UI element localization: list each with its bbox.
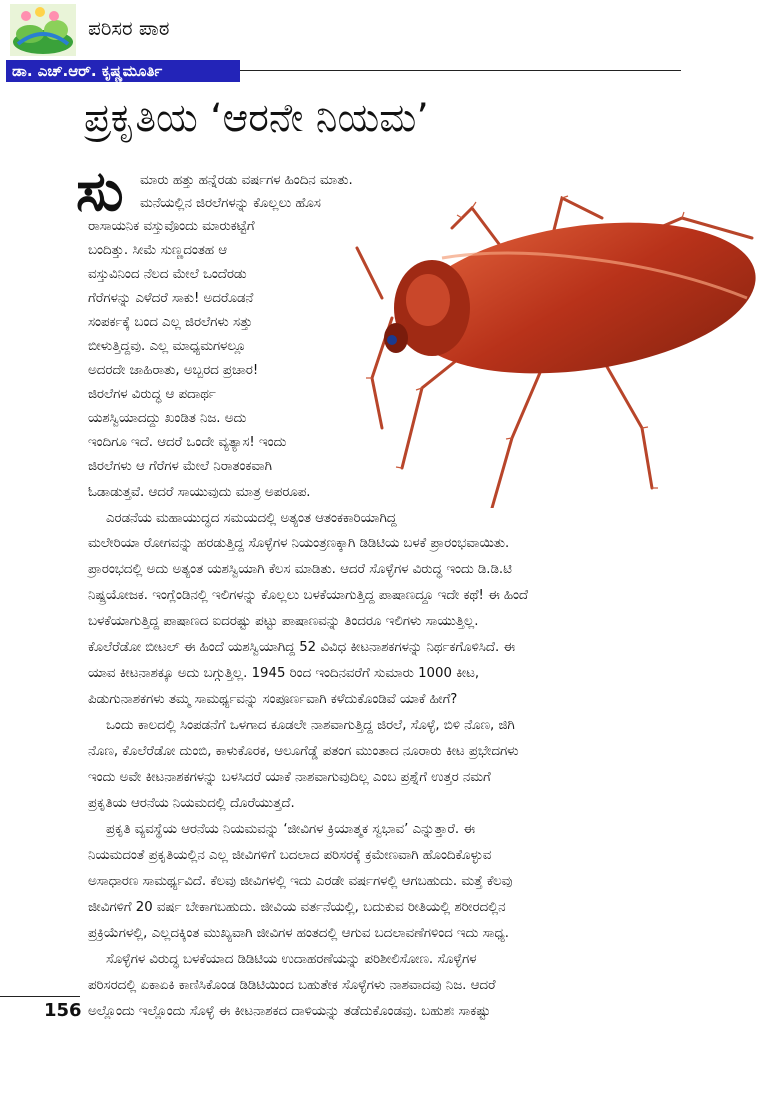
- body-line: ಮನೆಯಲ್ಲಿನ ಜಿರಲೆಗಳನ್ನು ಕೊಲ್ಲಲು ಹೊಸ: [140, 196, 321, 211]
- footer-divider: [0, 996, 80, 997]
- body-line: ಪ್ರಾರಂಭದಲ್ಲಿ ಅದು ಅತ್ಯಂತ ಯಶಸ್ವಿಯಾಗಿ ಕೆಲಸ ಮಾಡಿತು. ಆದರೆ ಸೊಳ್ಳೆಗಳ ವಿರುದ್ಧ ಇಂದು ಡಿ.ಡಿ.ಟಿ: [88, 562, 512, 577]
- body-line: ಜಿರಲೆಗಳ ವಿರುದ್ಧ ಆ ಪದಾರ್ಥ: [88, 387, 216, 402]
- body-line: ರಾಸಾಯನಿಕ ವಸ್ತುವೊಂದು ಮಾರುಕಟ್ಟೆಗೆ: [88, 219, 255, 234]
- article-title: ಪ್ರಕೃತಿಯ ‘ಆರನೇ ನಿಯಮ’: [84, 96, 429, 141]
- body-line: ಇಂದಿಗೂ ಇದೆ. ಆದರೆ ಒಂದೇ ವ್ಯತ್ಯಾಸ! ಇಂದು: [88, 435, 287, 450]
- body-line: ಯಶಸ್ವಿಯಾದದ್ದು ಖಂಡಿತ ನಿಜ. ಅದು: [88, 411, 247, 426]
- body-line: ಪರಿಸರದಲ್ಲಿ ಏಕಾಏಕಿ ಕಾಣಿಸಿಕೊಂಡ ಡಿಡಿಟಿಯಿಂದ ಬಹುತೇಕ ಸೊಳ್ಳೆಗಳು ನಾಶವಾದವು ನಿಜ. ಆದರೆ: [88, 978, 496, 993]
- nature-logo-icon: [10, 4, 76, 56]
- body-line: ವಸ್ತುವಿನಿಂದ ನೆಲದ ಮೇಲೆ ಒಂದೆರಡು: [88, 267, 247, 282]
- body-line: ಒಂದು ಕಾಲದಲ್ಲಿ ಸಿಂಪಡನೆಗೆ ಒಳಗಾದ ಕೂಡಲೇ ನಾಶವಾಗುತ್ತಿದ್ದ ಜಿರಲೆ, ಸೊಳ್ಳೆ, ಬಿಳಿ ನೊಣ, ಜಿಗಿ: [106, 718, 515, 733]
- body-line: ಜೀವಿಗಳಿಗೆ 20 ವರ್ಷ ಬೇಕಾಗಬಹುದು. ಜೀವಿಯ ವರ್ತನೆಯಲ್ಲಿ, ಬದುಕುವ ರೀತಿಯಲ್ಲಿ ಶರೀರದಲ್ಲಿನ: [88, 900, 506, 915]
- body-line: ಅಲ್ಲೊಂದು ಇಲ್ಲೊಂದು ಸೊಳ್ಳೆ ಈ ಕೀಟನಾಶಕದ ದಾಳಿಯನ್ನು ತಡೆದುಕೊಂಡವು. ಬಹುಶಃ ಸಾಕಷ್ಟು: [88, 1004, 491, 1019]
- body-line: ಸೊಳ್ಳೆಗಳ ವಿರುದ್ಧ ಬಳಕೆಯಾದ ಡಿಡಿಟಿಯ ಉದಾಹರಣೆಯನ್ನು ಪರಿಶೀಲಿಸೋಣ. ಸೊಳ್ಳೆಗಳ: [106, 952, 477, 967]
- section-label: ಪರಿಸರ ಪಾಠ: [88, 16, 170, 40]
- body-line: ಪ್ರಕೃತಿಯ ಆರನೆಯ ನಿಯಮದಲ್ಲಿ ದೊರೆಯುತ್ತದೆ.: [88, 796, 295, 811]
- author-name: ಡಾ. ಎಚ್.ಆರ್. ಕೃಷ್ಣಮೂರ್ತಿ: [6, 60, 240, 82]
- body-line: ಅಸಾಧಾರಣ ಸಾಮರ್ಥ್ಯವಿದೆ. ಕೆಲವು ಜೀವಿಗಳಲ್ಲಿ ಇದು ಎರಡೇ ವರ್ಷಗಳಲ್ಲಿ ಆಗಬಹುದು. ಮತ್ತೆ ಕೆಲವು: [88, 874, 513, 889]
- body-line: ಓಡಾಡುತ್ತವೆ. ಆದರೆ ಸಾಯುವುದು ಮಾತ್ರ ಅಪರೂಪ.: [88, 485, 311, 500]
- body-line: ಗೆರೆಗಳನ್ನು ಎಳೆದರೆ ಸಾಕು! ಅದರೊಡನೆ: [88, 291, 254, 306]
- body-line: ನಿಷ್ಪ್ರಯೋಜಕ. ಇಂಗ್ಲೆಂಡಿನಲ್ಲಿ ಇಲಿಗಳನ್ನು ಕೊಲ್ಲಲು ಬಳಕೆಯಾಗುತ್ತಿದ್ದ ಪಾಷಾಣದ್ದೂ ಇದೇ ಕಥೆ! ಈ ಹಿಂದೆ: [88, 588, 529, 603]
- body-line: ಯಾವ ಕೀಟನಾಶಕ್ಕೂ ಅದು ಬಗ್ಗುತ್ತಿಲ್ಲ. 1945 ರಿಂದ ಇಂದಿನವರೆಗೆ ಸುಮಾರು 1000 ಕೀಟ,: [88, 666, 480, 681]
- cockroach-illustration: [352, 188, 764, 508]
- body-line: ನೊಣ, ಕೊಲೆರೆಡೋ ದುಂಬಿ, ಕಾಳುಕೊರಕ, ಆಲೂಗೆಡ್ಡೆ ಪತಂಗ ಮುಂತಾದ ನೂರಾರು ಕೀಟ ಪ್ರಭೇದಗಳು: [88, 744, 519, 759]
- body-line: ಜಿರಲೆಗಳು ಆ ಗೆರೆಗಳ ಮೇಲೆ ನಿರಾತಂಕವಾಗಿ: [88, 459, 272, 474]
- body-line: ಪಿಡುಗುನಾಶಕಗಳು ತಮ್ಮ ಸಾಮರ್ಥ್ಯವನ್ನು ಸಂಪೂರ್ಣವಾಗಿ ಕಳೆದುಕೊಂಡಿವೆ ಯಾಕೆ ಹೀಗೆ?: [88, 692, 458, 707]
- body-line: ಬಂದಿತ್ತು. ಸೀಮೆ ಸುಣ್ಣದಂತಹ ಆ: [88, 243, 227, 258]
- body-line: ಪ್ರಕ್ರಿಯೆಗಳಲ್ಲಿ, ಎಲ್ಲದಕ್ಕಿಂತ ಮುಖ್ಯವಾಗಿ ಜೀವಿಗಳ ಹಂತದಲ್ಲಿ ಆಗುವ ಬದಲಾವಣೆಗಳಿಂದ ಇದು ಸಾಧ್ಯ.: [88, 926, 510, 941]
- body-line: ಪ್ರಕೃತಿ ವ್ಯವಸ್ಥೆಯ ಆರನೆಯ ನಿಯಮವನ್ನು ‘ಜೀವಿಗಳ ಕ್ರಿಯಾತ್ಮಕ ಸ್ವಭಾವ’ ಎನ್ನುತ್ತಾರೆ. ಈ: [106, 822, 475, 837]
- body-line: ಮಲೇರಿಯಾ ರೋಗವನ್ನು ಹರಡುತ್ತಿದ್ದ ಸೊಳ್ಳೆಗಳ ನಿಯಂತ್ರಣಕ್ಕಾಗಿ ಡಿಡಿಟಿಯ ಬಳಕೆ ಪ್ರಾರಂಭವಾಯಿತು.: [88, 536, 510, 551]
- body-line: ಬಳಕೆಯಾಗುತ್ತಿದ್ದ ಪಾಷಾಣದ ಐದರಷ್ಟು ಪಟ್ಟು ಪಾಷಾಣವನ್ನು ತಿಂದರೂ ಇಲಿಗಳು ಸಾಯುತ್ತಿಲ್ಲ.: [88, 614, 479, 629]
- body-line: ಇಂದು ಅವೇ ಕೀಟನಾಶಕಗಳನ್ನು ಬಳಸಿದರೆ ಯಾಕೆ ನಾಶವಾಗುವುದಿಲ್ಲ ಎಂಬ ಪ್ರಶ್ನೆಗೆ ಉತ್ತರ ನಮಗೆ: [88, 770, 491, 785]
- body-line: ನಿಯಮದಂತೆ ಪ್ರಕೃತಿಯಲ್ಲಿನ ಎಲ್ಲ ಜೀವಿಗಳಿಗೆ ಬದಲಾದ ಪರಿಸರಕ್ಕೆ ಕ್ರಮೇಣವಾಗಿ ಹೊಂದಿಕೊಳ್ಳುವ: [88, 848, 492, 863]
- body-line: ಕೊಲೆರೆಡೋ ಬೀಟಲ್ ಈ ಹಿಂದೆ ಯಶಸ್ವಿಯಾಗಿದ್ದ 52 ವಿವಿಧ ಕೀಟನಾಶಕಗಳನ್ನು ನಿರ್ಥಕಗೊಳಿಸಿದೆ. ಈ: [88, 640, 515, 655]
- page-number: 156: [44, 1000, 82, 1021]
- body-line: ಮಾರು ಹತ್ತು ಹನ್ನೆರಡು ವರ್ಷಗಳ ಹಿಂದಿನ ಮಾತು.: [140, 173, 353, 188]
- body-line: ಬೀಳುತ್ತಿದ್ದವು. ಎಲ್ಲ ಮಾಧ್ಯಮಗಳಲ್ಲೂ: [88, 339, 246, 354]
- body-line: ಸಂಪರ್ಕಕ್ಕೆ ಬಂದ ಎಲ್ಲ ಜಿರಲೆಗಳು ಸತ್ತು: [88, 315, 253, 330]
- body-line: ಅದರದೇ ಜಾಹಿರಾತು, ಅಬ್ಬರದ ಪ್ರಚಾರ!: [88, 363, 259, 378]
- body-line: ಎರಡನೆಯ ಮಹಾಯುದ್ಧದ ಸಮಯದಲ್ಲಿ ಅತ್ಯಂತ ಆತಂಕಕಾರಿಯಾಗಿದ್ದ: [106, 511, 397, 526]
- drop-cap: ಸು: [76, 159, 124, 224]
